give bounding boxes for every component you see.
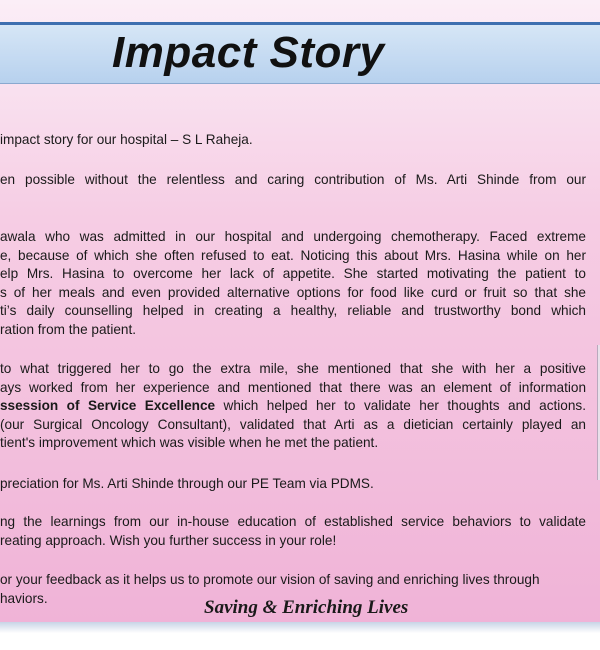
text-line: s of her meals and even provided alternative options for food like curd or fruit so that she bbox=[0, 284, 586, 300]
paragraph-appreciation bbox=[0, 475, 586, 494]
text-line: e, because of which she often refused to eat. Noticing this about Mrs. Hasina while on her bbox=[0, 247, 586, 263]
text-line: impact story for our hospital – S L Raheja. bbox=[0, 132, 253, 147]
text-line: haviors. bbox=[0, 590, 48, 606]
text-line: ration from the patient. bbox=[0, 321, 137, 337]
paragraph-intro bbox=[0, 131, 586, 150]
paragraph-patient-story bbox=[0, 228, 586, 340]
text-line: elp Mrs. Hasina to overcome her lack of appetite. She started motivating the patient to bbox=[0, 266, 586, 282]
text-line: tient's improvement which was visible when he met the patient. bbox=[0, 435, 379, 451]
paragraph-motivation bbox=[0, 360, 586, 453]
text-line-mixed bbox=[0, 397, 586, 416]
text-line: ays worked from her experience and mentioned that there was an element of information bbox=[0, 379, 586, 395]
paragraph-learnings bbox=[0, 513, 586, 550]
emphasis-text: ssession of Service Excellence bbox=[0, 398, 216, 414]
text-line: en possible without the relentless and caring contribution of Ms. Arti Shinde from our bbox=[0, 172, 586, 187]
text-fragment: which helped her to validate her thoughts and actions. bbox=[215, 398, 586, 414]
text-line: ng the learnings from our in-house education of established service behaviors to validate bbox=[0, 514, 586, 529]
text-line: or your feedback as it helps us to promote our vision of saving and enriching lives through bbox=[0, 572, 540, 587]
paragraph-contribution bbox=[0, 171, 586, 190]
footer-tagline: Saving & Enriching Lives bbox=[204, 597, 409, 618]
text-line: awala who was admitted in our hospital and undergoing chemotherapy. Faced extreme bbox=[0, 229, 586, 244]
page-title: Impact Story bbox=[112, 28, 385, 77]
text-line: (our Surgical Oncology Consultant), validated that Arti as a dietician certainly played an bbox=[0, 416, 586, 432]
text-line: to what triggered her to go the extra mile, she mentioned that she with her a positive bbox=[0, 361, 586, 376]
text-line: reating approach. Wish you further success in your role! bbox=[0, 532, 337, 548]
bottom-strip bbox=[0, 622, 600, 650]
text-line: preciation for Ms. Arti Shinde through our PE Team via PDMS. bbox=[0, 476, 374, 491]
text-line: ti’s daily counselling helped in creating a healthy, reliable and trustworthy bond which bbox=[0, 303, 586, 319]
